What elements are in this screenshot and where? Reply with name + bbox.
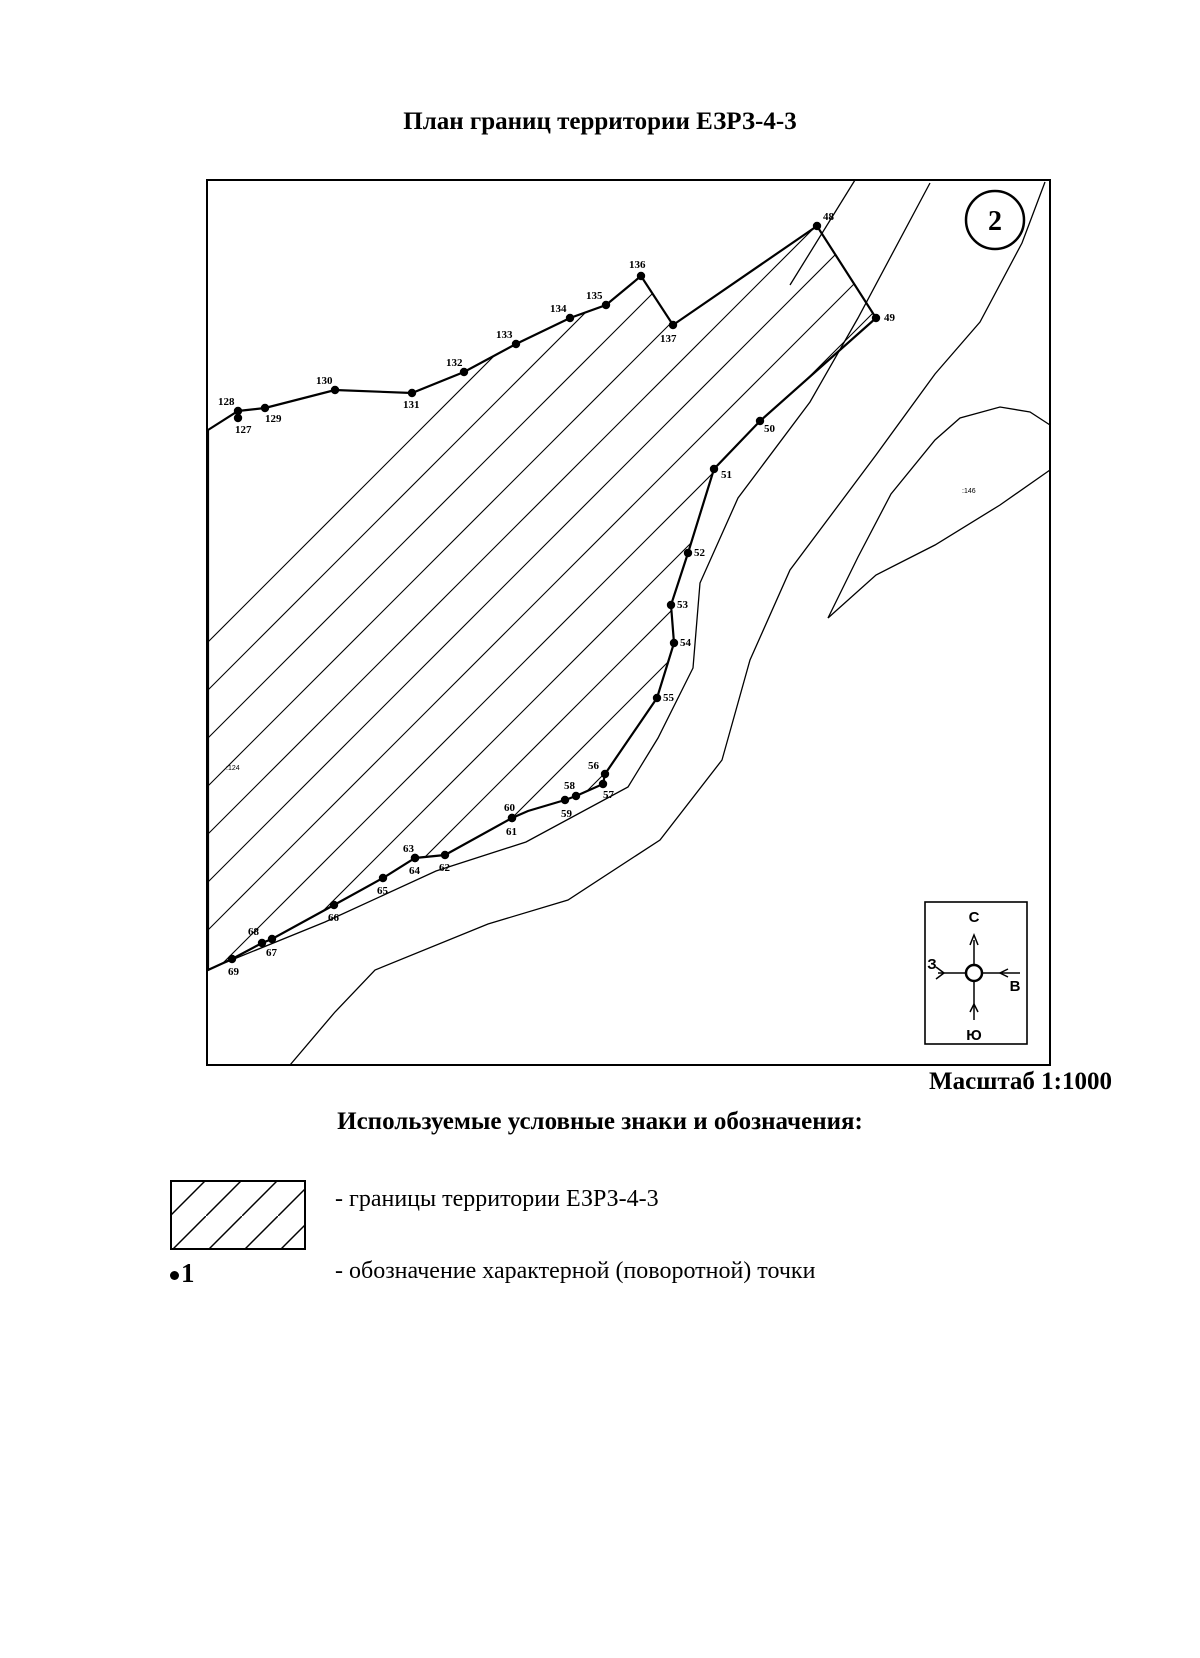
boundary-point-label-49: 49	[884, 312, 895, 324]
boundary-point-label-133: 133	[496, 329, 513, 341]
boundary-point-label-64: 64	[409, 865, 420, 877]
hatch-line	[1098, 200, 1200, 1000]
boundary-point-56	[601, 770, 609, 778]
compass-north: С	[968, 909, 980, 926]
boundary-point-label-51: 51	[721, 469, 732, 481]
boundary-point-label-66: 66	[328, 912, 339, 924]
boundary-point-label-56: 56	[588, 760, 599, 772]
boundary-point-label-58: 58	[564, 780, 575, 792]
boundary-point-label-136: 136	[629, 259, 646, 271]
boundary-point-55	[653, 694, 661, 702]
boundary-point-label-68: 68	[248, 926, 259, 938]
legend-hatched-swatch	[170, 1180, 306, 1250]
legend-item-zone-text: - границы территории ЕЗРЗ-4-3	[335, 1186, 659, 1212]
boundary-point-136	[637, 272, 645, 280]
boundary-point-59	[561, 796, 569, 804]
boundary-point-label-128: 128	[218, 396, 235, 408]
boundary-point-label-130: 130	[316, 375, 333, 387]
boundary-point-label-67: 67	[266, 947, 277, 959]
boundary-point-49	[872, 314, 880, 322]
boundary-point-48	[813, 222, 821, 230]
boundary-point-label-55: 55	[663, 692, 674, 704]
page-title: План границ территории ЕЗРЗ-4-3	[403, 108, 797, 135]
boundary-point-52	[684, 549, 692, 557]
boundary-point-50	[756, 417, 764, 425]
compass-west: З	[927, 956, 937, 973]
boundary-point-54	[670, 639, 678, 647]
boundary-point-label-131: 131	[403, 399, 420, 411]
boundary-point-57	[599, 780, 607, 788]
compass	[925, 902, 1027, 1044]
scale-label: Масштаб 1:1000	[929, 1068, 1112, 1095]
boundary-point-label-57: 57	[603, 789, 614, 801]
parcel-label-124: :124	[226, 765, 240, 772]
boundary-point-label-63: 63	[403, 843, 414, 855]
boundary-point-label-132: 132	[446, 357, 463, 369]
boundary-point-label-50: 50	[764, 423, 775, 435]
boundary-point-131	[408, 389, 416, 397]
hatch-line	[1050, 200, 1200, 1000]
boundary-point-67	[268, 935, 276, 943]
boundary-point-53	[667, 601, 675, 609]
boundary-point-label-127: 127	[235, 424, 252, 436]
boundary-point-label-48: 48	[823, 211, 834, 223]
boundary-point-label-135: 135	[586, 290, 603, 302]
compass-south: Ю	[966, 1027, 982, 1044]
boundary-point-51	[710, 465, 718, 473]
boundary-point-135	[602, 301, 610, 309]
map-frame	[207, 180, 1050, 1065]
boundary-point-label-60: 60	[504, 802, 515, 814]
boundary-point-label-52: 52	[694, 547, 705, 559]
boundary-point-134	[566, 314, 574, 322]
boundary-point-label-129: 129	[265, 413, 282, 425]
legend-title: Используемые условные знаки и обозначения:	[337, 1108, 863, 1135]
boundary-point-label-62: 62	[439, 862, 450, 874]
boundary-point-137	[669, 321, 677, 329]
legend-item-point-text: - обозначение характерной (поворотной) точки	[335, 1258, 816, 1284]
boundary-point-64	[411, 854, 419, 862]
boundary-point-129	[261, 404, 269, 412]
compass-east: В	[1009, 978, 1021, 995]
boundary-point-133	[512, 340, 520, 348]
boundary-point-label-59: 59	[561, 808, 572, 820]
point-dot-icon	[170, 1271, 179, 1280]
boundary-point-132	[460, 368, 468, 376]
boundary-point-label-54: 54	[680, 637, 691, 649]
sheet-number: 2	[988, 206, 1002, 237]
boundary-point-58	[572, 792, 580, 800]
boundary-point-label-137: 137	[660, 333, 677, 345]
legend-point-symbol-text: 1	[181, 1258, 195, 1288]
legend-point-symbol	[170, 1258, 195, 1289]
boundary-point-label-65: 65	[377, 885, 388, 897]
boundary-point-65	[379, 874, 387, 882]
hatch-line	[1146, 200, 1200, 1000]
boundary-point-label-61: 61	[506, 826, 517, 838]
parcel-label-146: :146	[962, 488, 976, 495]
boundary-point-label-53: 53	[677, 599, 688, 611]
boundary-point-62	[441, 851, 449, 859]
boundary-point-61	[508, 814, 516, 822]
boundary-point-69	[228, 955, 236, 963]
boundary-point-130	[331, 386, 339, 394]
boundary-point-66	[330, 901, 338, 909]
boundary-point-label-69: 69	[228, 966, 239, 978]
boundary-point-68	[258, 939, 266, 947]
boundary-point-label-134: 134	[550, 303, 567, 315]
hatch-line	[1194, 200, 1200, 1000]
boundary-point-128	[234, 407, 242, 415]
